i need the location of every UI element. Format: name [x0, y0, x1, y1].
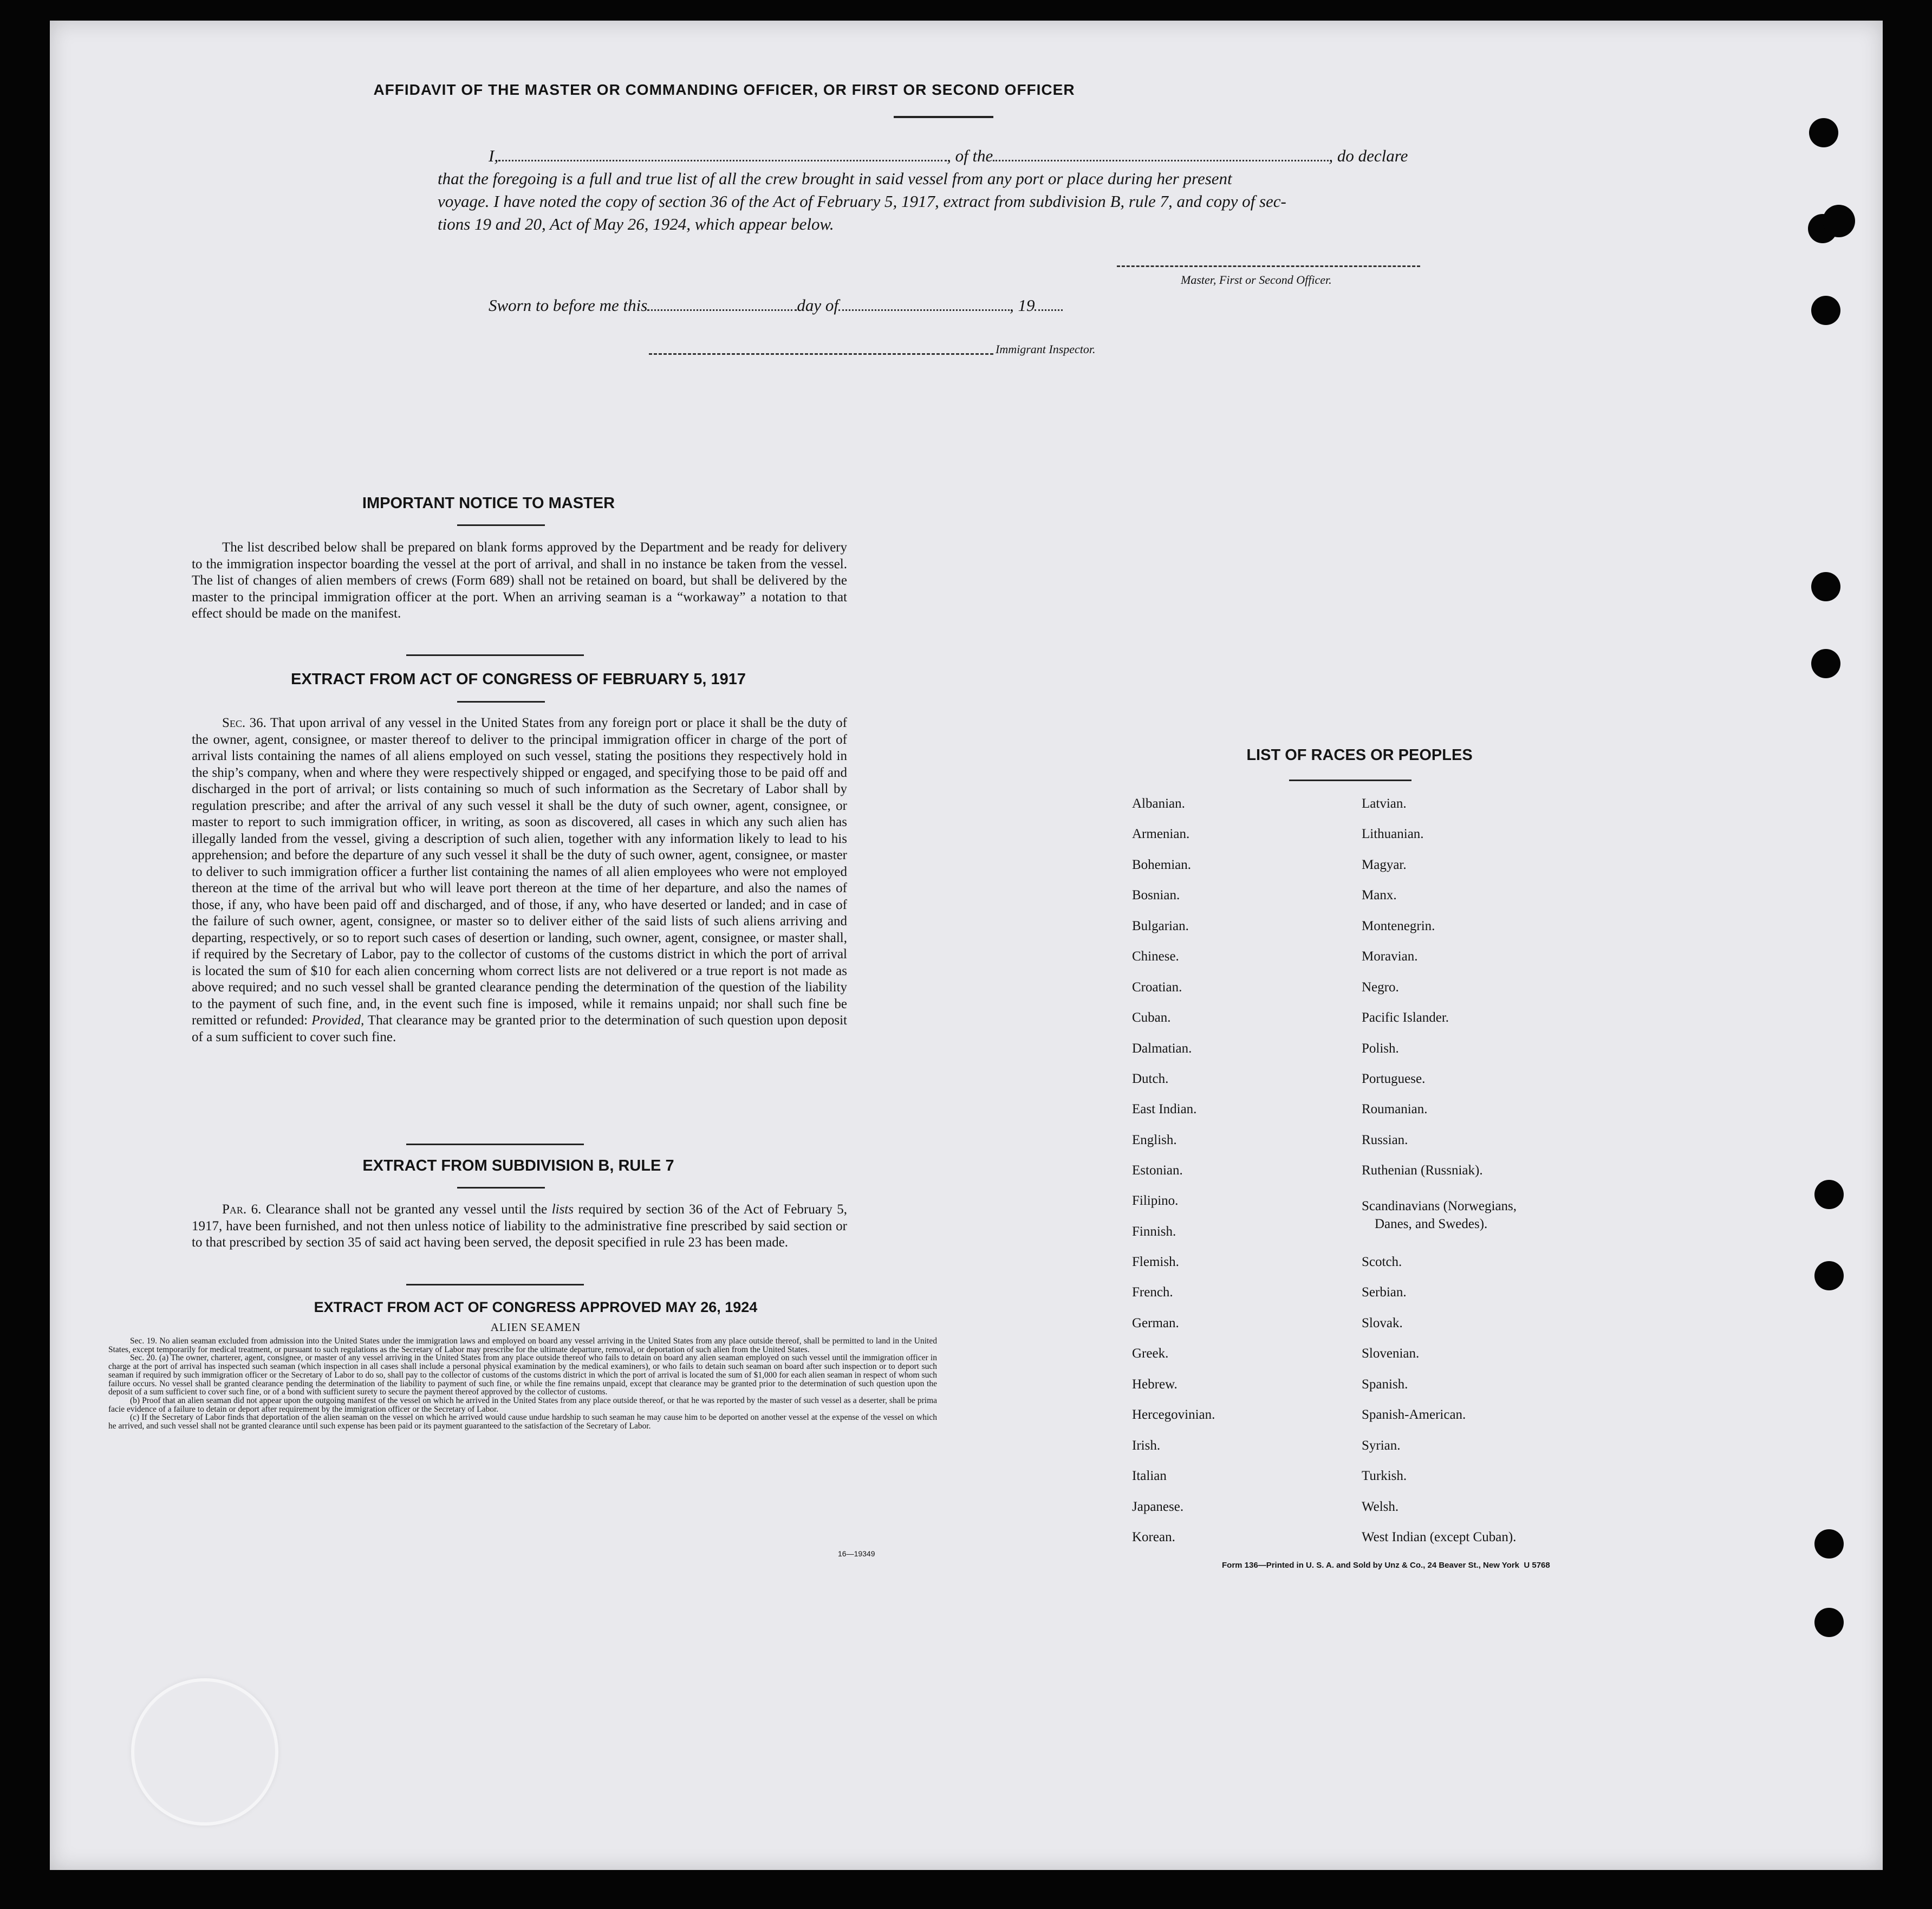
- race-left-item: Hebrew.: [1132, 1377, 1178, 1392]
- extract-1917-rule: [457, 701, 545, 703]
- rule7-text-a: Clearance shall not be granted any vessel until the: [265, 1202, 548, 1217]
- race-right-item: Lithuanian.: [1362, 827, 1424, 841]
- affidavit-line-2: that the foregoing is a full and true list of all the crew brought in said vessel from any port or place during her present: [438, 169, 1232, 188]
- affidavit-line-1: [489, 146, 1501, 166]
- affidavit-title: AFFIDAVIT OF THE MASTER OR COMMANDING OFFICER, OR FIRST OR SECOND OFFICER: [373, 81, 1075, 98]
- race-right-item: Polish.: [1362, 1041, 1399, 1056]
- race-right-item: Negro.: [1362, 980, 1399, 995]
- punch-hole-10: [1814, 1608, 1844, 1637]
- notice-body: [192, 540, 847, 622]
- notice-divider: [406, 654, 584, 656]
- race-left-item: Dalmatian.: [1132, 1041, 1192, 1056]
- rule7-rule: [457, 1187, 545, 1189]
- race-right-item: Scotch.: [1362, 1255, 1402, 1269]
- races-rule: [1289, 780, 1411, 781]
- race-right-item: Magyar.: [1362, 858, 1407, 872]
- race-left-item: Armenian.: [1132, 827, 1190, 841]
- race-left-item: Chinese.: [1132, 949, 1179, 964]
- race-left-item: Japanese.: [1132, 1499, 1184, 1514]
- punch-hole-7: [1814, 1180, 1844, 1209]
- signature-line[interactable]: [1117, 265, 1420, 267]
- race-right-item: Spanish-American.: [1362, 1407, 1466, 1422]
- signature-label: Master, First or Second Officer.: [1181, 273, 1332, 287]
- rule7-title: EXTRACT FROM SUBDIVISION B, RULE 7: [362, 1157, 674, 1174]
- sec-36-text: That upon arrival of any vessel in the United States from any foreign port or place it shall be the duty of the owner, agent, consignee, or master thereof to deliver to the principal immigration officer in charge of the port of arrival lists containing the names of all aliens employed on such vessel, stating the positions they respectively hold in the ship’s company, when and where they were respectively shipped or engaged, and specifying those to be paid off and discharged in the port of arrival; or lists containing so much of such information as the Secretary of Labor shall by regulation prescribe; and after the arrival of any such vessel it shall be the duty of such owner, agent, consignee, or master to report to such immigration officer, in writing, as soon as discovered, all cases in which any such alien has illegally landed from the vessel, giving a description of such alien, together with any information likely to lead to his apprehension; and before the departure of any such vessel it shall be the duty of such owner, agent, consignee, or master to deliver to such immigration officer a further list containing the names of all alien employees who were not employed thereon at the time of the arrival but who will leave port thereon at the time of her departure, and also the names of those, if any, who have been paid off and discharged, and of those, if any, who have deserted or landed; and in case of the failure of such owner, agent, consignee, or master so to deliver either of the said lists of such aliens arriving and departing, respectively, or so to report such cases of desertion or landing, such owner, agent, consignee, or master shall, if required by the Secretary of Labor, pay to the collector of customs of the customs district in which the port of arrival is located the sum of $10 for each alien concerning whom correct lists are not delivered or a true report is not made as above required; and no such vessel shall be granted clearance pending the determination of the question of the liability to the payment of such fine, and, in the event such fine is imposed, while it remains unpaid; nor shall such fine be remitted or refunded:: [192, 716, 847, 1028]
- sec-20c-text: (c) If the Secretary of Labor finds that deportation of the alien seaman on the vessel on which he arrived would cause undue hardship to such seaman he may cause him to be deported on another vessel at the expense of the vessel on which he arrived, and such vessel shall not be granted clearance until such expense has been paid or its payment guaranteed to the satisfaction of the Secretary of Labor.: [108, 1413, 937, 1431]
- race-left-item: Estonian.: [1132, 1163, 1183, 1178]
- race-right-item: Moravian.: [1362, 949, 1418, 964]
- race-right-item: Spanish.: [1362, 1377, 1408, 1392]
- race-right-item: Slovenian.: [1362, 1346, 1420, 1361]
- notice-body-text: The list described below shall be prepared on blank forms approved by the Department and be ready for delivery to the immigration inspector boarding the vessel at the port of arrival, and shall in no instance be taken from the vessel. The list of changes of alien members of crews (Form 689) shall not be retained on board, but shall be delivered by the master to the principal immigration officer at the port. When an arriving seaman is a “workaway” a notation to that effect should be made on the manifest.: [192, 540, 847, 621]
- rule7-divider: [406, 1284, 584, 1285]
- form-code: 16—19349: [838, 1549, 875, 1558]
- sworn-day-label: day of: [797, 296, 838, 315]
- extract-1924-title: EXTRACT FROM ACT OF CONGRESS APPROVED MAY 26, 1924: [314, 1299, 758, 1315]
- race-right-item: Latvian.: [1362, 796, 1407, 811]
- race-left-item: Dutch.: [1132, 1072, 1169, 1086]
- inspector-label: Immigrant Inspector.: [996, 342, 1096, 356]
- race-right-item: Scandinavians (Norwegians,: [1362, 1199, 1517, 1213]
- race-right-item: West Indian (except Cuban).: [1362, 1530, 1517, 1544]
- punch-hole-5: [1811, 572, 1840, 601]
- affidavit-line-1-start: I,: [489, 146, 499, 165]
- race-left-item: Irish.: [1132, 1438, 1161, 1453]
- affidavit-line-1-mid: , of the: [947, 146, 993, 165]
- vessel-blank[interactable]: [993, 148, 1329, 161]
- punch-hole-1: [1809, 118, 1838, 147]
- race-right-item: Turkish.: [1362, 1469, 1407, 1483]
- extract-1917-divider: [406, 1144, 584, 1145]
- race-left-item: Finnish.: [1132, 1224, 1176, 1239]
- race-left-item: Filipino.: [1132, 1193, 1179, 1208]
- alien-seamen-subtitle: ALIEN SEAMEN: [490, 1321, 581, 1334]
- sec-19-text: Sec. 19. No alien seaman excluded from admission into the United States under the immigration laws and employed on board any vessel arriving in the United States from any place outside thereof, shall be permitted to land in the United States, except temporarily for medical treatment, or pursuant to such regulations as the Secretary of Labor may prescribe for the ultimate departure, removal, or deportation of such alien from the United States.: [108, 1336, 937, 1354]
- extract-1917-body: [192, 715, 847, 1046]
- printer-note: Form 136—Printed in U. S. A. and Sold by Unz & Co., 24 Beaver St., New York U 5768: [1222, 1561, 1550, 1570]
- race-right-item: Montenegrin.: [1362, 919, 1435, 933]
- rule7-body: [192, 1202, 847, 1251]
- race-right-item: Serbian.: [1362, 1285, 1407, 1300]
- document-page: [50, 21, 1883, 1870]
- notice-title: IMPORTANT NOTICE TO MASTER: [362, 495, 615, 512]
- race-left-item: Italian: [1132, 1469, 1167, 1483]
- punch-hole-8: [1814, 1261, 1844, 1290]
- extract-1924-body: [108, 1337, 937, 1431]
- race-left-item: English.: [1132, 1133, 1177, 1147]
- punch-hole-3: [1823, 205, 1855, 237]
- race-left-item: Albanian.: [1132, 796, 1185, 811]
- race-left-item: Korean.: [1132, 1530, 1175, 1544]
- proviso-text: That clearance may be granted prior to the determination of such question upon deposit of a sum sufficient to cover such fine.: [192, 1013, 847, 1044]
- title-rule: [894, 116, 993, 118]
- race-right-item: Slovak.: [1362, 1316, 1403, 1330]
- punch-hole-4: [1811, 296, 1840, 325]
- name-blank[interactable]: [498, 148, 947, 161]
- race-right-item: Danes, and Swedes).: [1375, 1217, 1488, 1231]
- race-left-item: Croatian.: [1132, 980, 1182, 995]
- race-right-item: Russian.: [1362, 1133, 1408, 1147]
- race-right-item: Syrian.: [1362, 1438, 1401, 1453]
- inspector-line[interactable]: [649, 353, 993, 355]
- sworn-year-blank[interactable]: [1035, 297, 1063, 311]
- sworn-day-blank[interactable]: [647, 297, 797, 311]
- races-title: LIST OF RACES OR PEOPLES: [1246, 746, 1473, 764]
- extract-1917-title: EXTRACT FROM ACT OF CONGRESS OF FEBRUARY 5, 1917: [290, 671, 746, 688]
- race-left-item: French.: [1132, 1285, 1173, 1300]
- race-right-item: Roumanian.: [1362, 1102, 1428, 1116]
- rule7-text-b: required by section 36 of the Act of February 5, 1917, have been furnished, and not then unless notice of liability to the administrative fine prescribed by said section or to that prescribed by section 35 of said act having been served, the deposit specified in rule 23 has been made.: [192, 1202, 848, 1250]
- proviso-label: Provided,: [311, 1013, 365, 1028]
- affidavit-line-1-end: , do declare: [1329, 146, 1408, 165]
- race-left-item: Bohemian.: [1132, 858, 1192, 872]
- sworn-line: [489, 296, 1193, 315]
- sec-20a-text: Sec. 20. (a) The owner, charterer, agent, consignee, or master of any vessel arriving in the United States from any place outside thereof who fails to detain on board any alien seaman employed on such vessel until the immigration officer in charge at the port of arrival has inspected such seaman (which inspection in all cases shall include a personal physical examination by the medical examiners), or who fails to detain such seaman on board after such inspection or to deport such seaman if required by such immigration officer or the Secretary of Labor to do so, shall pay to the collector of customs of the customs district in which the port of arrival is located the sum of $1,000 for each alien seaman in respect of whom such failure occurs. No vessel shall be granted clearance pending the determination of the liability to payment of such fine, or while the fine remains unpaid, except that clearance may be granted prior to the determination of such question upon the deposit of a sum sufficient to cover such fine, or of a bond with sufficient surety to secure the payment thereof approved by the collector of customs.: [108, 1353, 937, 1397]
- race-left-item: Bulgarian.: [1132, 919, 1189, 933]
- par-6-label: Par. 6.: [222, 1202, 262, 1217]
- race-left-item: East Indian.: [1132, 1102, 1197, 1116]
- race-left-item: Greek.: [1132, 1346, 1169, 1361]
- sworn-year-label: , 19: [1009, 296, 1035, 315]
- race-left-item: Hercegovinian.: [1132, 1407, 1215, 1422]
- punch-hole-6: [1811, 649, 1840, 678]
- race-right-item: Portuguese.: [1362, 1072, 1426, 1086]
- race-left-item: German.: [1132, 1316, 1179, 1330]
- race-right-item: Pacific Islander.: [1362, 1010, 1449, 1025]
- notice-rule: [457, 524, 545, 526]
- punch-hole-9: [1814, 1529, 1844, 1559]
- sworn-month-blank[interactable]: [838, 297, 1010, 311]
- sworn-start: Sworn to before me this: [489, 296, 648, 315]
- race-left-item: Flemish.: [1132, 1255, 1179, 1269]
- affidavit-line-3: voyage. I have noted the copy of section 36 of the Act of February 5, 1917, extract from subdivision B, rule 7, and copy of sec-: [438, 192, 1286, 211]
- rule7-lists-word: lists: [551, 1202, 574, 1217]
- race-right-item: Manx.: [1362, 888, 1397, 902]
- sec-20b-text: (b) Proof that an alien seaman did not appear upon the outgoing manifest of the vessel on which he arrived in the United States from any place outside thereof, or that he was reported by the master of such vessel as a deserter, shall be prima facie evidence of a failure to detain or deport after requirement by the immigration officer or the Secretary of Labor.: [108, 1395, 937, 1414]
- race-left-item: Bosnian.: [1132, 888, 1180, 902]
- affidavit-line-4: tions 19 and 20, Act of May 26, 1924, which appear below.: [438, 215, 834, 233]
- race-left-item: Cuban.: [1132, 1010, 1171, 1025]
- embossed-seal: [131, 1678, 278, 1826]
- sec-36-label: Sec. 36.: [222, 716, 266, 730]
- race-right-item: Welsh.: [1362, 1499, 1399, 1514]
- race-right-item: Ruthenian (Russniak).: [1362, 1163, 1483, 1178]
